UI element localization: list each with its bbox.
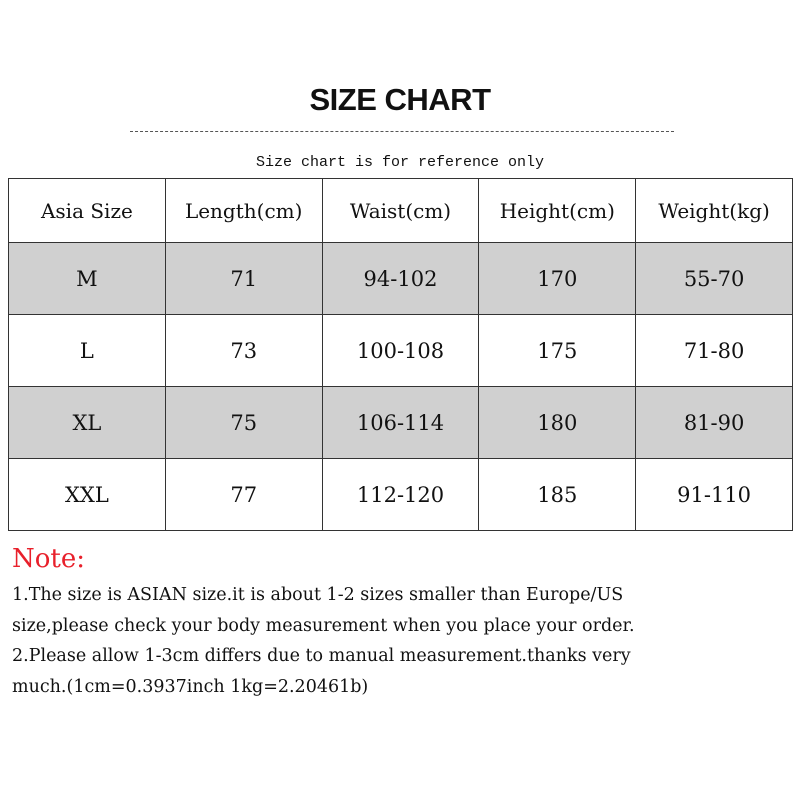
weight-cell: 71-80 bbox=[636, 315, 793, 387]
size-table bbox=[8, 178, 793, 531]
header-asia-size: Asia Size bbox=[9, 179, 166, 243]
length-cell: 75 bbox=[165, 387, 322, 459]
size-cell: L bbox=[9, 315, 166, 387]
length-cell: 73 bbox=[165, 315, 322, 387]
header-length: Length(cm) bbox=[165, 179, 322, 243]
waist-cell: 112-120 bbox=[322, 459, 479, 531]
table-row bbox=[9, 387, 793, 459]
table-header-row bbox=[9, 179, 793, 243]
waist-cell: 100-108 bbox=[322, 315, 479, 387]
header-height: Height(cm) bbox=[479, 179, 636, 243]
note-heading: Note: bbox=[12, 544, 85, 574]
height-cell: 185 bbox=[479, 459, 636, 531]
note-line: 2.Please allow 1-3cm differs due to manual measurement.thanks very bbox=[12, 646, 631, 666]
notes-section bbox=[12, 542, 792, 702]
length-cell: 77 bbox=[165, 459, 322, 531]
size-cell: M bbox=[9, 243, 166, 315]
note-line: much.(1cm=0.3937inch 1kg=2.20461b) bbox=[12, 676, 369, 697]
table-row bbox=[9, 243, 793, 315]
height-cell: 175 bbox=[479, 315, 636, 387]
waist-cell: 94-102 bbox=[322, 243, 479, 315]
dashed-divider bbox=[130, 131, 674, 132]
size-cell: XL bbox=[9, 387, 166, 459]
header-weight: Weight(kg) bbox=[636, 179, 793, 243]
note-line: size,please check your body measurement when you place your order. bbox=[12, 615, 635, 636]
page-title: SIZE CHART bbox=[309, 82, 491, 117]
weight-cell: 55-70 bbox=[636, 243, 793, 315]
table-row bbox=[9, 459, 793, 531]
waist-cell: 106-114 bbox=[322, 387, 479, 459]
height-cell: 170 bbox=[479, 243, 636, 315]
weight-cell: 91-110 bbox=[636, 459, 793, 531]
subtitle: Size chart is for reference only bbox=[255, 154, 545, 171]
length-cell: 71 bbox=[165, 243, 322, 315]
weight-cell: 81-90 bbox=[636, 387, 793, 459]
header-waist: Waist(cm) bbox=[322, 179, 479, 243]
table-row bbox=[9, 315, 793, 387]
height-cell: 180 bbox=[479, 387, 636, 459]
size-cell: XXL bbox=[9, 459, 166, 531]
note-line: 1.The size is ASIAN size.it is about 1-2 sizes smaller than Europe/US bbox=[12, 585, 624, 605]
